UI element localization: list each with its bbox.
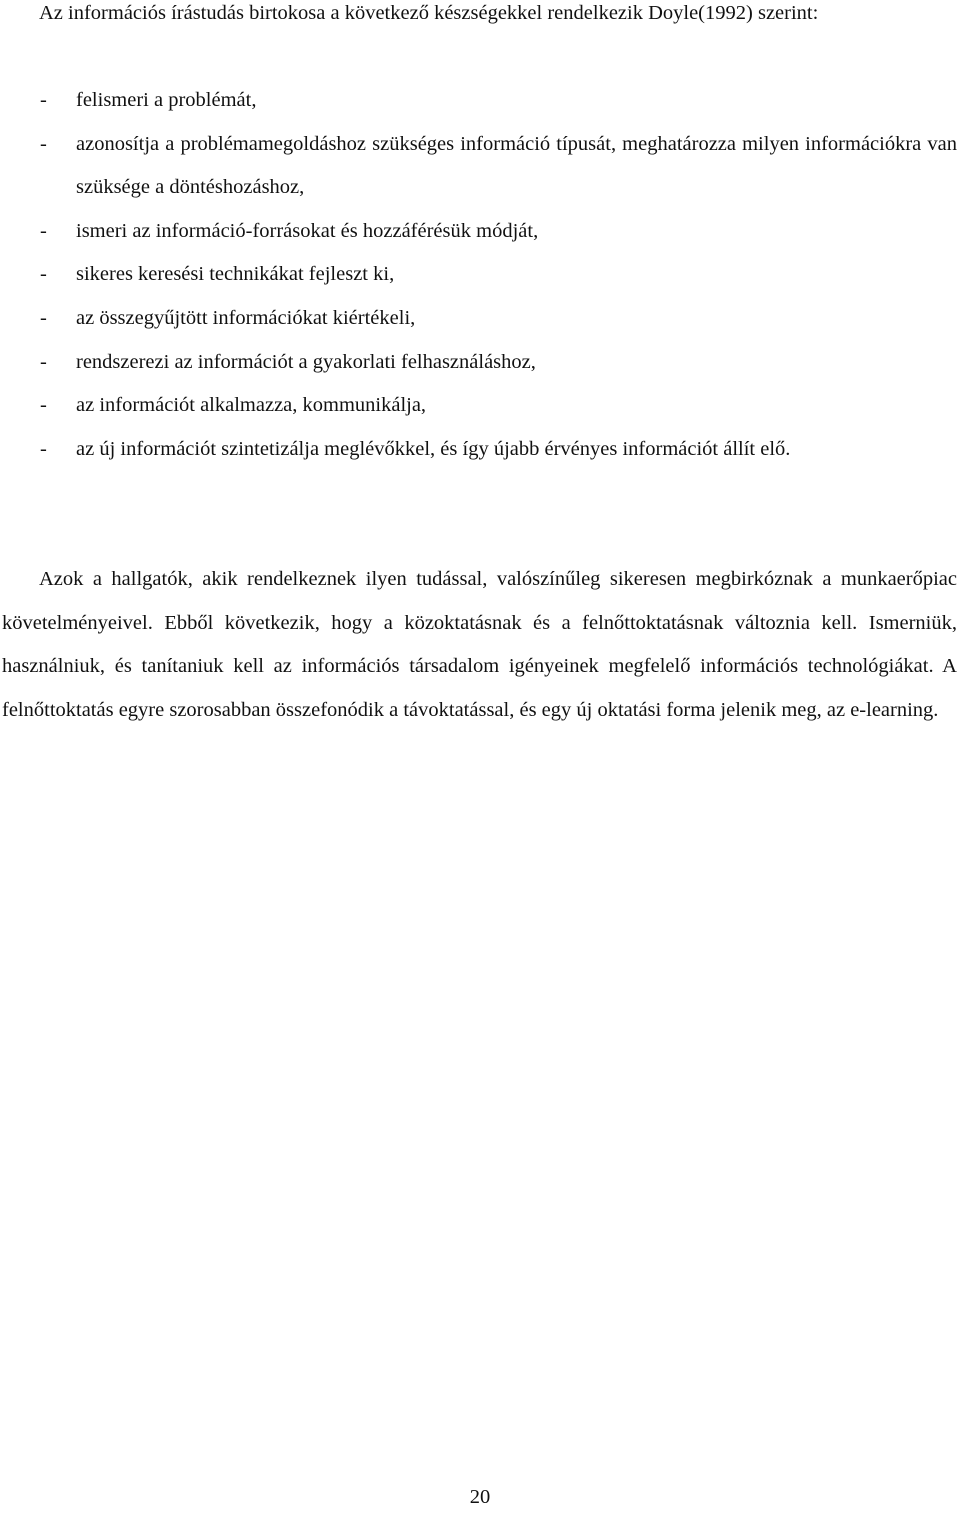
list-item-text: az információt alkalmazza, kommunikálja, bbox=[76, 394, 427, 417]
list-item-text: az új információt szintetizálja meglévőkkel, és így újabb érvényes információt állít elő. bbox=[76, 437, 791, 460]
list-item bbox=[2, 79, 957, 123]
list-item-text: azonosítja a problémamegoldáshoz szükséges információ típusát, meghatározza milyen információkra van szüksége a döntéshozáshoz, bbox=[76, 132, 957, 199]
list-item-text: az összegyűjtött információkat kiértékeli, bbox=[76, 306, 416, 329]
list-item-text: rendszerezi az információt a gyakorlati felhasználáshoz, bbox=[76, 350, 536, 373]
list-dash: - bbox=[40, 394, 47, 417]
list-dash: - bbox=[40, 437, 47, 460]
list-item-text: sikeres keresési technikákat fejleszt ki, bbox=[76, 263, 395, 286]
list-dash: - bbox=[40, 306, 47, 329]
list-item-text: ismeri az információ-forrásokat és hozzáférésük módját, bbox=[76, 219, 539, 242]
skills-list bbox=[2, 79, 957, 471]
list-item bbox=[2, 210, 957, 254]
list-item bbox=[2, 428, 957, 472]
list-dash: - bbox=[40, 263, 47, 286]
closing-paragraph: Azok a hallgatók, akik rendelkeznek ilyen tudással, valószínűleg sikeresen megbirkóznak a munkaerőpiac követelményeivel. Ebből következik, hogy a közoktatásnak és a felnőttoktatásnak változnia kell. Ismerniük, használniuk, és tanítaniuk kell az információs társadalom igényeinek megfelelő információs technológiákat. A felnőttoktatás egyre szorosabban összefonódik a távoktatással, és egy új oktatási forma jelenik meg, az e-learning. bbox=[2, 568, 957, 721]
list-item bbox=[2, 341, 957, 385]
list-item bbox=[2, 253, 957, 297]
list-dash: - bbox=[40, 219, 47, 242]
list-item bbox=[2, 123, 957, 210]
list-dash: - bbox=[40, 132, 47, 155]
page-number: 20 bbox=[469, 1486, 491, 1508]
list-item-text: felismeri a problémát, bbox=[76, 89, 257, 111]
list-item bbox=[2, 297, 957, 341]
list-dash: - bbox=[40, 89, 47, 111]
list-dash: - bbox=[40, 350, 47, 373]
list-item bbox=[2, 384, 957, 428]
intro-paragraph: Az információs írástudás birtokosa a következő készségekkel rendelkezik Doyle(1992) szerint: bbox=[39, 2, 819, 24]
